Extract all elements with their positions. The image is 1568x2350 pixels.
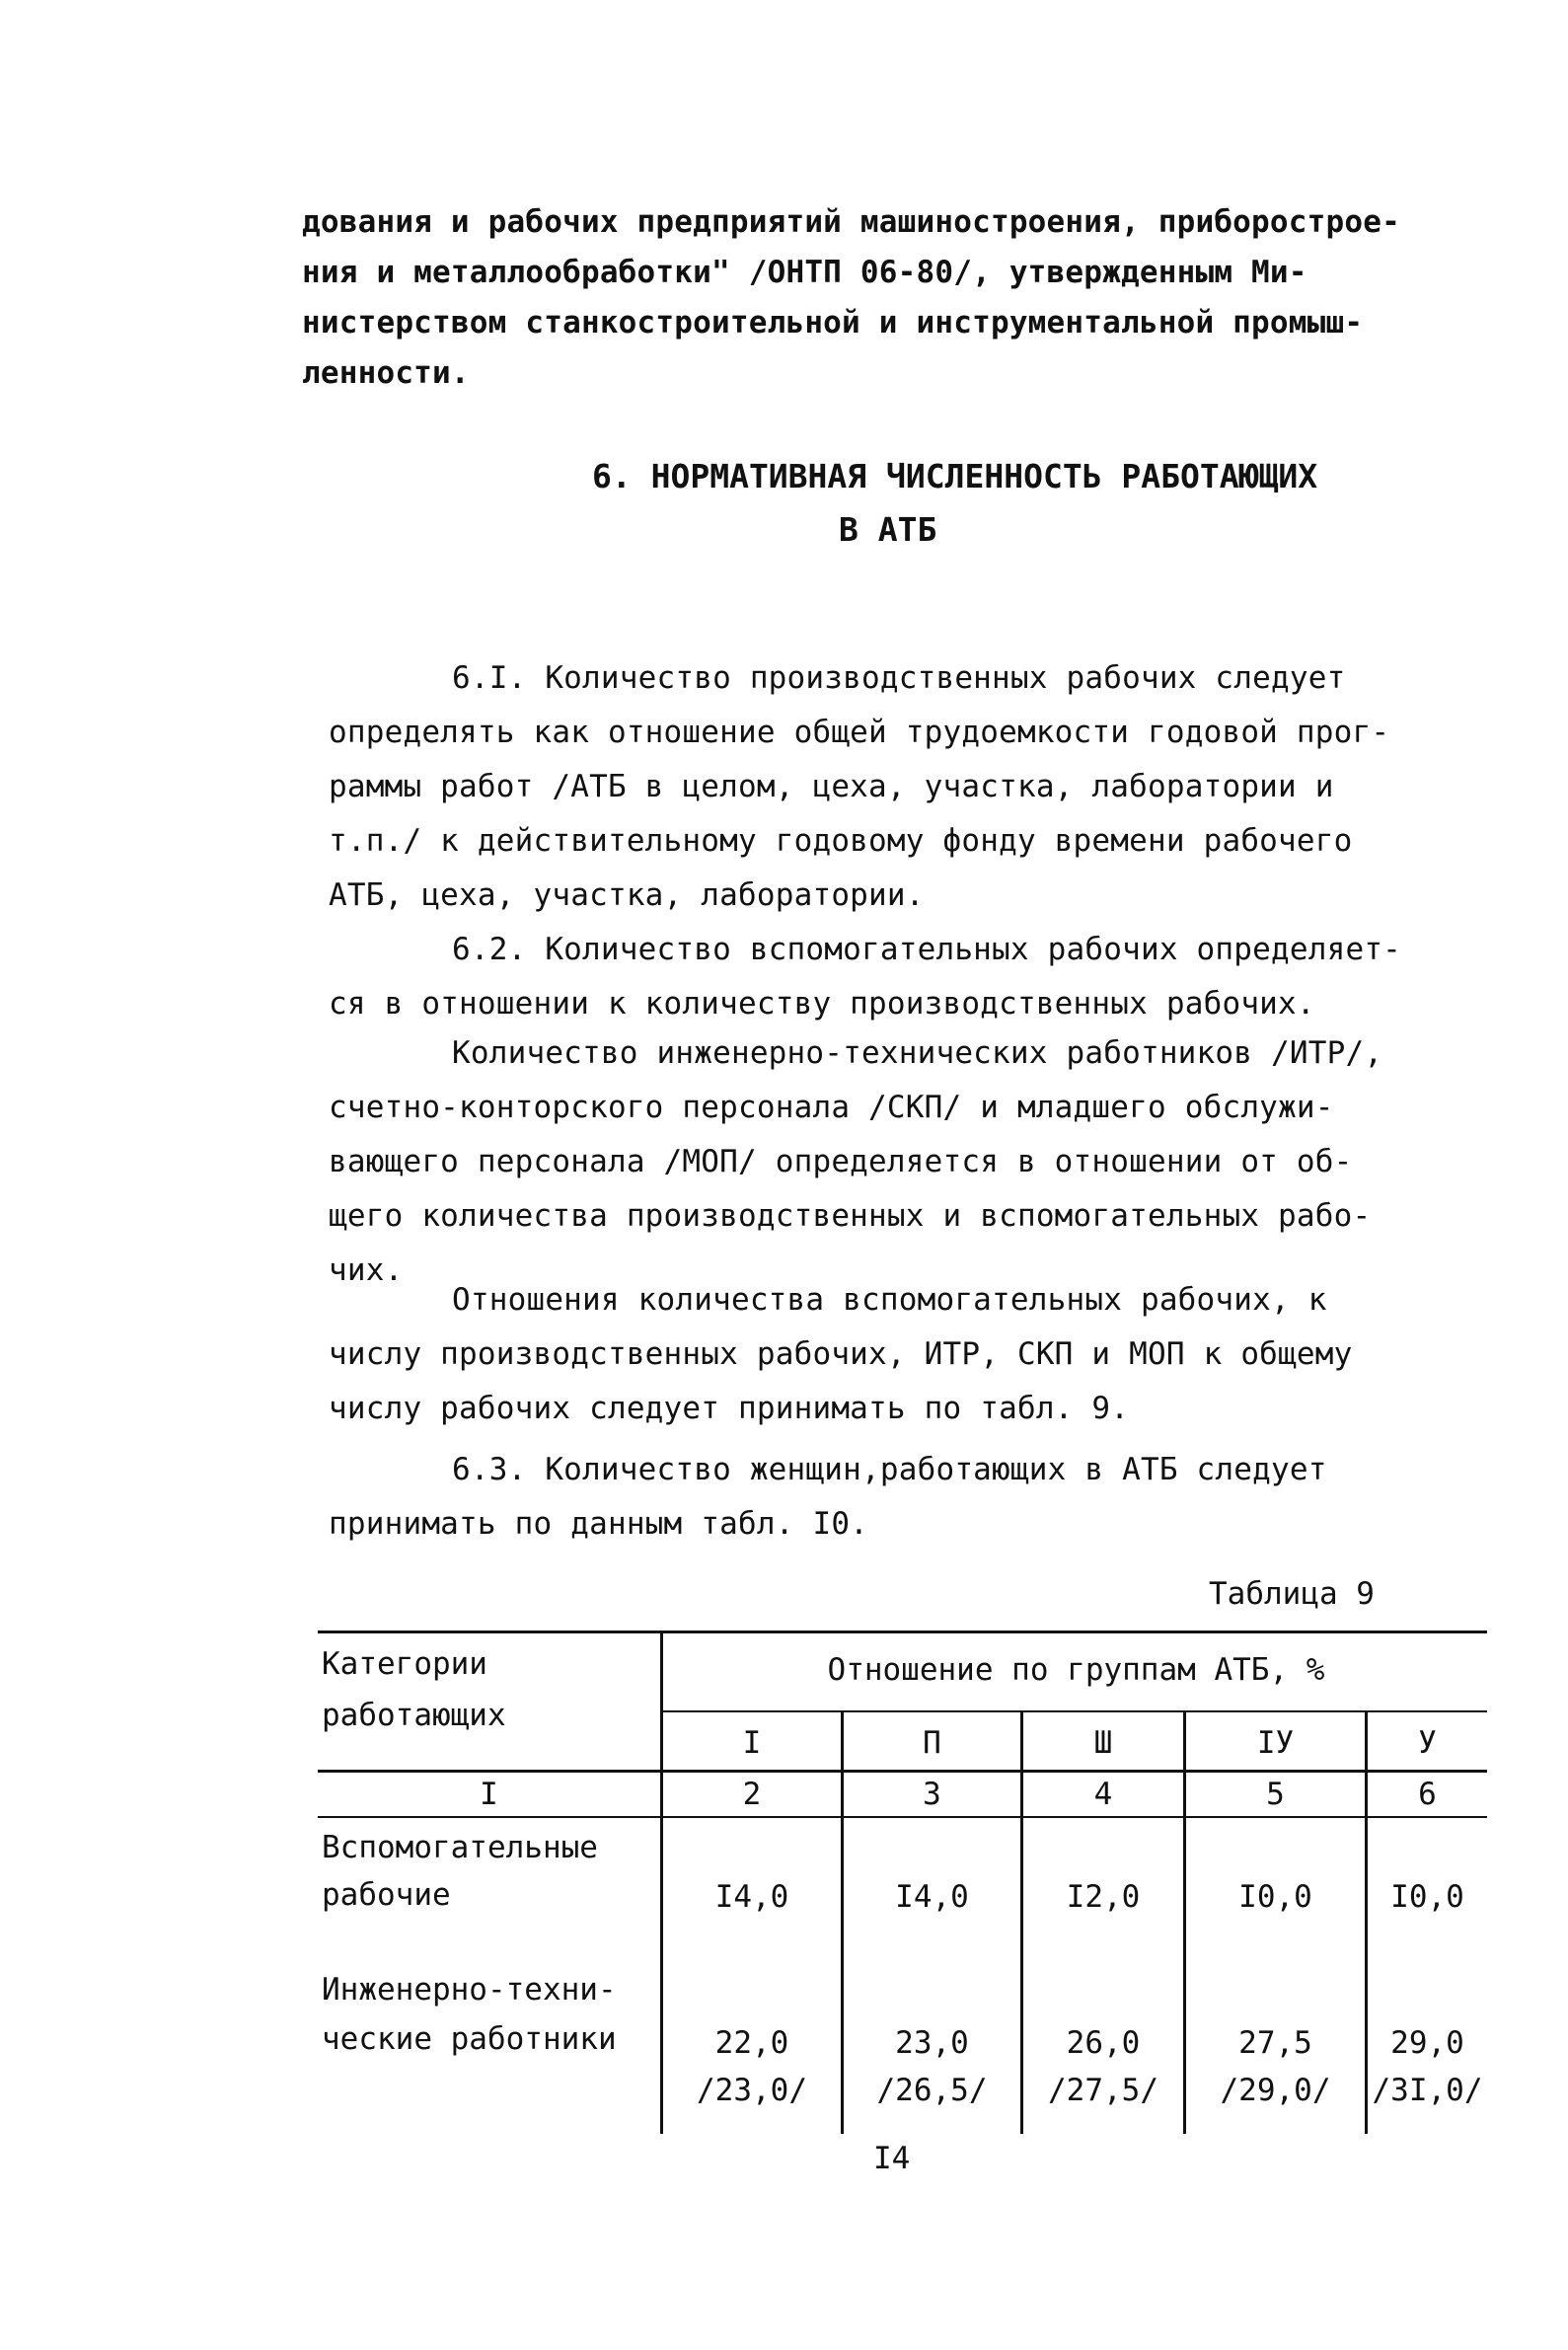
text-line: ся в отношении к количеству производственных рабочих. <box>329 986 1315 1022</box>
table-cell: 23,0 <box>895 2025 969 2061</box>
group-label: У <box>1418 1725 1437 1761</box>
section-heading-line2: В АТБ <box>839 510 937 549</box>
text-line: Количество инженерно-технических работников /ИТР/, <box>452 1035 1383 1071</box>
text-line: 6.3. Количество женщин,работающих в АТБ следует <box>452 1452 1327 1487</box>
group-label: I <box>742 1725 762 1761</box>
table-cell-alt: /27,5/ <box>1048 2073 1158 2108</box>
table-cell: 29,0 <box>1390 2025 1464 2061</box>
row-label: Инженерно-техни- <box>322 1972 617 2008</box>
section-heading <box>553 450 1381 557</box>
column-number: 4 <box>1093 1777 1113 1812</box>
group-label: IУ <box>1256 1725 1295 1761</box>
text-line: нистерством станкостроительной и инструментальной промыш- <box>302 305 1364 341</box>
table-cell-alt: /23,0/ <box>697 2073 807 2108</box>
group-header: Отношение по группам АТБ, % <box>827 1652 1325 1688</box>
table-caption: Таблица 9 <box>1209 1576 1375 1612</box>
table-cell: 27,5 <box>1238 2025 1312 2061</box>
paragraph-6-2 <box>329 923 1401 1031</box>
paragraph-6-1 <box>329 651 1389 923</box>
paragraph-6-3 <box>329 1443 1327 1552</box>
header-categories: Категории <box>322 1646 487 1682</box>
text-line: вающего персонала /МОП/ определяется в отношении от об- <box>329 1144 1353 1179</box>
text-line: числу производственных рабочих, ИТР, СКП и МОП к общему <box>329 1336 1353 1372</box>
group-header-rule <box>663 1710 1487 1712</box>
header-workers: работающих <box>322 1698 506 1733</box>
text-line: принимать по данным табл. I0. <box>329 1506 869 1542</box>
header-bottom-rule <box>318 1770 1487 1773</box>
text-line: чих. <box>329 1252 404 1288</box>
table-cell: 26,0 <box>1066 2025 1141 2061</box>
page-number: I4 <box>873 2141 911 2176</box>
text-line: ленности. <box>302 355 470 391</box>
text-line: т.п./ к действительному годовому фонду времени рабочего <box>329 823 1353 859</box>
table-cell: I0,0 <box>1390 1879 1464 1915</box>
table-cell: I2,0 <box>1066 1879 1141 1915</box>
text-line: щего количества производственных и вспомогательных рабо- <box>329 1198 1372 1234</box>
section-heading-line1: 6. НОРМАТИВНАЯ ЧИСЛЕННОСТЬ РАБОТАЮЩИХ <box>592 457 1318 495</box>
table-9 <box>318 1630 1487 2134</box>
text-line: 6.I. Количество производственных рабочих следует <box>452 660 1346 696</box>
paragraph-6-2-ratios <box>329 1273 1353 1436</box>
table-cell-alt: /29,0/ <box>1220 2073 1331 2108</box>
text-line: определять как отношение общей трудоемкости годовой прог- <box>329 715 1390 750</box>
column-number-rule <box>318 1816 1487 1818</box>
column-number: 6 <box>1418 1777 1437 1812</box>
table-cell-alt: /26,5/ <box>876 2073 988 2108</box>
table-cell: I0,0 <box>1238 1879 1312 1915</box>
table-cell: I4,0 <box>895 1879 969 1915</box>
column-number: 3 <box>923 1777 941 1812</box>
text-line: 6.2. Количество вспомогательных рабочих определяет- <box>452 932 1402 967</box>
text-line: раммы работ /АТБ в целом, цеха, участка, лаборатории и <box>329 769 1334 804</box>
row-label: ческие работники <box>322 2021 617 2057</box>
table-cell: I4,0 <box>714 1879 789 1915</box>
table-cell: 22,0 <box>714 2025 789 2061</box>
intro-paragraph <box>302 197 1400 399</box>
column-number: 2 <box>742 1777 762 1812</box>
text-line: дования и рабочих предприятий машиностроения, приборострое- <box>302 204 1400 240</box>
column-number: 5 <box>1266 1777 1285 1812</box>
text-line: АТБ, цеха, участка, лаборатории. <box>329 877 925 913</box>
table-top-rule <box>318 1630 1487 1633</box>
text-line: ния и металлообработки" /ОНТП 06-80/, утвержденным Ми- <box>302 255 1307 290</box>
column-number: I <box>480 1777 498 1812</box>
group-label: П <box>923 1725 941 1761</box>
text-line: числу рабочих следует принимать по табл. 9. <box>329 1391 1130 1426</box>
paragraph-6-2-personnel <box>329 1026 1382 1298</box>
text-line: счетно-конторского персонала /СКП/ и младшего обслужи- <box>329 1090 1334 1125</box>
row-label: Вспомогательные <box>322 1830 598 1865</box>
text-line: Отношения количества вспомогательных рабочих, к <box>452 1282 1327 1318</box>
table-cell-alt: /3I,0/ <box>1372 2073 1483 2108</box>
row-label: рабочие <box>322 1877 451 1913</box>
group-label: Ш <box>1093 1725 1113 1761</box>
